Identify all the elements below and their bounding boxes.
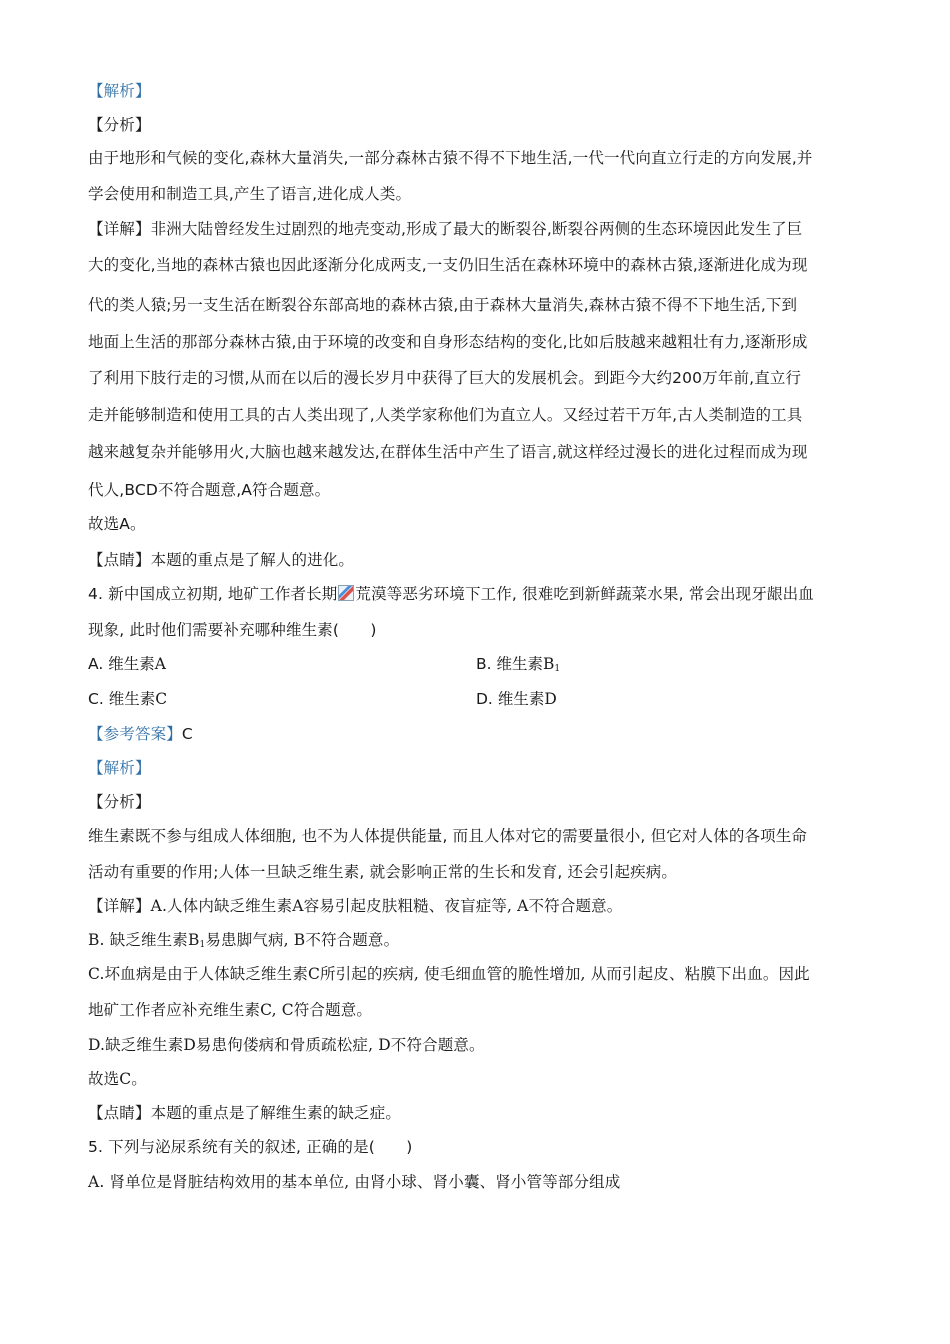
question-4-option-c <box>88 689 167 709</box>
option-label: A. <box>88 655 104 673</box>
question-4-stem: 现象, 此时他们需要补充哪种维生素( ) <box>88 621 377 639</box>
choice-statement: 故选A。 <box>88 515 146 533</box>
question-4-option-a <box>88 654 166 674</box>
option-label: B. <box>476 655 492 673</box>
detail-text: 代人,BCD不符合题意,A符合题意。 <box>88 481 331 499</box>
analysis-text: 学会使用和制造工具,产生了语言,进化成人类。 <box>88 185 412 203</box>
reference-answer <box>88 724 868 744</box>
detail-text: 地面上生活的那部分森林古猿,由于环境的改变和自身形态结构的变化,比如后肢越来越粗壮有力,逐渐形成 <box>88 333 808 351</box>
section-label-analysis: 【解析】 <box>88 759 151 777</box>
detail-text: 了利用下肢行走的习惯,从而在以后的漫长岁月中获得了巨大的发展机会。到距今大约200万年前,直立行 <box>88 369 802 387</box>
section-label-breakdown: 【分析】 <box>88 116 151 134</box>
detail-text: 走并能够制造和使用工具的古人类出现了,人类学家称他们为直立人。又经过若干万年,古人类制造的工具 <box>88 406 803 424</box>
option-text: 维生素C <box>108 690 168 708</box>
reference-answer-value: C <box>181 725 193 743</box>
broken-image-icon <box>338 585 354 601</box>
detail-text: C.坏血病是由于人体缺乏维生素C所引起的疾病, 使毛细血管的脆性增加, 从而引起皮、粘膜下出血。因此 <box>88 965 810 983</box>
option-text: 维生素A <box>108 655 166 673</box>
analysis-text: 维生素既不参与组成人体细胞, 也不为人体提供能量, 而且人体对它的需要量很小, 但它对人体的各项生命 <box>88 827 808 845</box>
analysis-text: 活动有重要的作用;人体一旦缺乏维生素, 就会影响正常的生长和发育, 还会引起疾病。 <box>88 863 678 881</box>
detail-text: B. 缺乏维生素$B_1$易患脚气病, B不符合题意。 <box>88 931 400 950</box>
option-label: D. <box>476 690 493 708</box>
detail-text: 代的类人猿;另一支生活在断裂谷东部高地的森林古猿,由于森林大量消失,森林古猿不得不下地生活,下到 <box>88 296 798 314</box>
tip-text: 【点睛】本题的重点是了解维生素的缺乏症。 <box>88 1104 402 1122</box>
question-4-stem <box>88 584 868 604</box>
option-text: 维生素$B_1$ <box>496 655 561 674</box>
option-text: 维生素D <box>497 690 557 708</box>
analysis-text: 由于地形和气候的变化,森林大量消失,一部分森林古猿不得不下地生活,一代一代向直立行走的方向发展,并 <box>88 149 813 167</box>
question-5-option-a: A. 肾单位是肾脏结构效用的基本单位, 由肾小球、肾小囊、肾小管等部分组成 <box>88 1173 621 1191</box>
detail-text: 大的变化,当地的森林古猿也因此逐渐分化成两支,一支仍旧生活在森林环境中的森林古猿,逐渐进化成为现 <box>88 256 808 274</box>
question-4-option-b <box>476 654 560 679</box>
reference-answer-label: 【参考答案】 <box>88 725 182 743</box>
question-4-stem-part: 4. 新中国成立初期, 地矿工作者长期 <box>88 585 338 603</box>
detail-text: 【详解】非洲大陆曾经发生过剧烈的地壳变动,形成了最大的断裂谷,断裂谷两侧的生态环境因此发生了巨 <box>88 220 803 238</box>
question-4-option-d <box>476 689 557 709</box>
detail-text: 越来越复杂并能够用火,大脑也越来越发达,在群体生活中产生了语言,就这样经过漫长的进化过程而成为现 <box>88 443 808 461</box>
detail-text: 【详解】A.人体内缺乏维生素A容易引起皮肤粗糙、夜盲症等, A不符合题意。 <box>88 897 623 915</box>
section-label-analysis: 【解析】 <box>88 82 151 100</box>
detail-text: D.缺乏维生素D易患佝偻病和骨质疏松症, D不符合题意。 <box>88 1036 485 1054</box>
choice-statement: 故选C。 <box>88 1070 147 1088</box>
tip-text: 【点睛】本题的重点是了解人的进化。 <box>88 551 355 569</box>
question-4-stem-part: 荒漠等恶劣环境下工作, 很难吃到新鲜蔬菜水果, 常会出现牙龈出血 <box>355 585 814 603</box>
section-label-breakdown: 【分析】 <box>88 793 151 811</box>
question-5-stem: 5. 下列与泌尿系统有关的叙述, 正确的是( ) <box>88 1138 413 1156</box>
detail-text: 地矿工作者应补充维生素C, C符合题意。 <box>88 1001 373 1019</box>
option-label: C. <box>88 690 104 708</box>
